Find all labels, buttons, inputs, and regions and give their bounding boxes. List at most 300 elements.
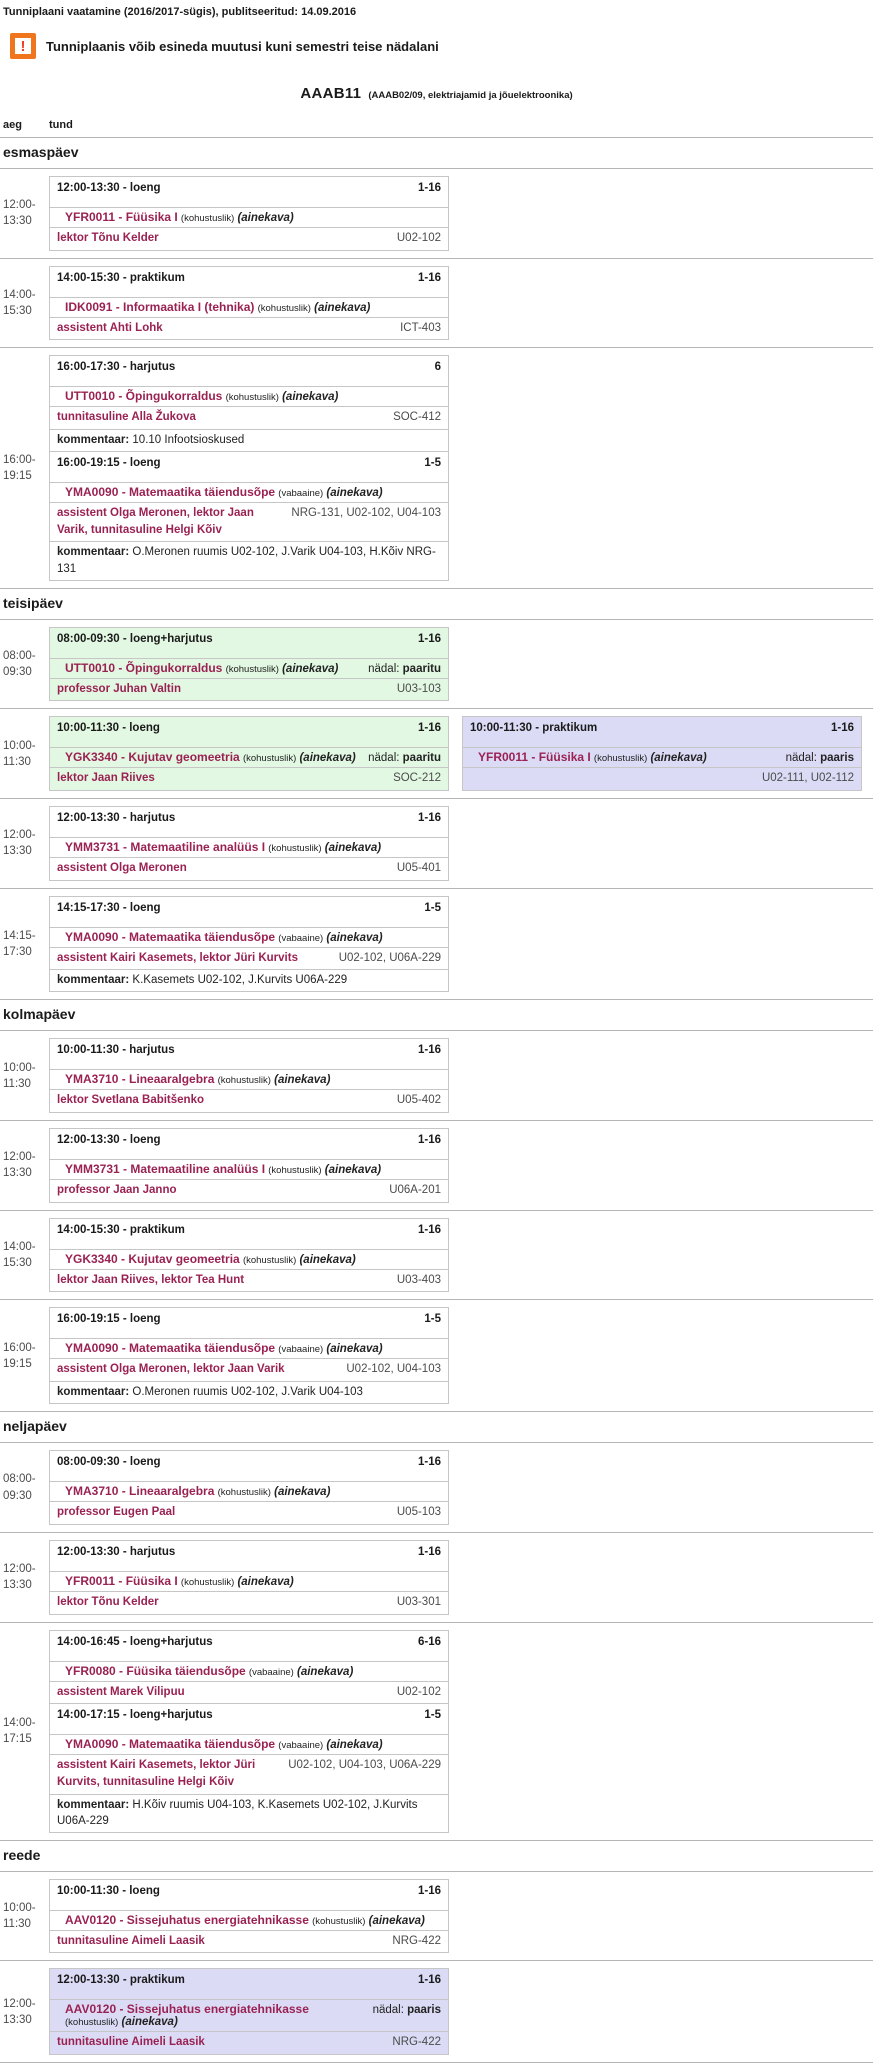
- lecturer-names: assistent Ahti Lohk: [57, 321, 163, 334]
- lecturer-names: lektor Tõnu Kelder: [57, 1595, 159, 1608]
- comment-row: kommentaar: 10.10 Infootsioskused: [50, 429, 448, 451]
- lesson-card: [49, 176, 449, 251]
- room-codes: U02-111, U02-112: [761, 772, 854, 785]
- course-row: [50, 207, 448, 227]
- course-link[interactable]: AAV0120 - Sissejuhatus energiatehnikasse: [65, 2002, 309, 2017]
- course-link[interactable]: YGK3340 - Kujutav geomeetria: [65, 750, 240, 765]
- lecturer-names: tunnitasuline Alla Žukova: [57, 411, 196, 424]
- lesson-header: [463, 717, 861, 747]
- ainekava-link[interactable]: (ainekava): [368, 1914, 425, 1927]
- lecturer-names: assistent Kairi Kasemets, lektor Jüri Kurvits, tunnitasuline Helgi Kõiv: [57, 1759, 256, 1788]
- lesson-column: [49, 176, 449, 251]
- time-start: 14:00-: [3, 288, 36, 301]
- timetable-row: [0, 799, 873, 889]
- page-title: Tunniplaani vaatamine (2016/2017-sügis), publitseeritud: 14.09.2016: [3, 6, 357, 18]
- weeks-label: 1-5: [424, 457, 441, 470]
- lecturer-names: lektor Tõnu Kelder: [57, 232, 159, 244]
- lesson-time-type: 12:00-13:30 - loeng: [57, 1134, 161, 1147]
- lecturer-row: [50, 857, 448, 880]
- ainekava-link[interactable]: (ainekava): [326, 1343, 383, 1356]
- lesson-card: [49, 355, 449, 452]
- room-codes: U03-301: [396, 1595, 441, 1608]
- room-codes: SOC-212: [393, 772, 441, 785]
- comment-label: kommentaar:: [57, 974, 130, 987]
- lecturer-row: [50, 317, 448, 340]
- course-info: [57, 661, 360, 675]
- day-header: teisipäev: [0, 589, 873, 620]
- lesson-time-type: 12:00-13:30 - praktikum: [57, 1974, 185, 1987]
- weeks-label: 6: [434, 361, 441, 374]
- time-start: 10:00-: [3, 1901, 36, 1914]
- time-end: 13:30: [3, 1579, 32, 1592]
- course-info: [57, 1162, 441, 1176]
- course-link[interactable]: YFR0011 - Füüsika I: [65, 1573, 178, 1588]
- time-start: 14:00-: [3, 1717, 36, 1730]
- course-info: [57, 840, 441, 854]
- lesson-header: [50, 1219, 448, 1249]
- course-link[interactable]: YMA0090 - Matemaatika täiendusõpe: [65, 1341, 276, 1356]
- lesson-time-type: 08:00-09:30 - loeng+harjutus: [57, 632, 213, 645]
- weeks-label: 6-16: [417, 1635, 441, 1648]
- time-start: 08:00-: [3, 649, 36, 662]
- course-link[interactable]: UTT0010 - Õpingukorraldus: [65, 660, 223, 675]
- lesson-time-type: 10:00-11:30 - loeng: [57, 1884, 160, 1897]
- lecturer-names: assistent Marek Vilipuu: [57, 1685, 185, 1698]
- course-row: [50, 1999, 448, 2031]
- lesson-header: [50, 1129, 448, 1159]
- course-info: [57, 1913, 441, 1927]
- lesson-column: [49, 1630, 449, 1833]
- week-parity-value: paaritu: [402, 752, 441, 765]
- lesson-columns: [49, 627, 449, 702]
- ainekava-link[interactable]: (ainekava): [326, 931, 383, 944]
- lesson-columns: [49, 1307, 449, 1404]
- course-kind-label: (vabaaine): [278, 932, 324, 944]
- lesson-header: [50, 1451, 448, 1481]
- course-kind-label: (vabaaine): [278, 1344, 324, 1356]
- course-kind-label: (kohustuslik): [225, 392, 279, 404]
- time-range-label: [0, 1239, 49, 1271]
- course-kind-label: (kohustuslik): [225, 663, 279, 675]
- course-row: [50, 1571, 448, 1591]
- column-header-tund: tund: [49, 119, 73, 131]
- lesson-time-type: 10:00-11:30 - harjutus: [57, 1044, 175, 1057]
- time-end: 13:30: [3, 2013, 32, 2026]
- lesson-columns: [49, 266, 449, 341]
- lesson-column: [49, 716, 449, 791]
- room-codes: ICT-403: [400, 321, 441, 334]
- ainekava-link[interactable]: (ainekava): [299, 1253, 356, 1266]
- weeks-label: 1-16: [417, 1884, 441, 1897]
- lesson-header: [50, 807, 448, 837]
- course-link[interactable]: YFR0080 - Füüsika täiendusõpe: [65, 1663, 246, 1678]
- weeks-label: 1-16: [417, 1974, 441, 1987]
- lesson-time-type: 08:00-09:30 - loeng: [57, 1456, 161, 1469]
- timetable-row: [0, 1872, 873, 1962]
- lesson-header: [50, 897, 448, 927]
- lecturer-row: [50, 1681, 448, 1704]
- lesson-card: [49, 1307, 449, 1404]
- course-row: [50, 386, 448, 406]
- lesson-card: [49, 806, 449, 881]
- time-start: 12:00-: [3, 829, 36, 842]
- lesson-time-type: 12:00-13:30 - loeng: [57, 182, 161, 194]
- time-range-label: [0, 1060, 49, 1092]
- course-info: [57, 1574, 441, 1588]
- lecturer-row: [50, 406, 448, 429]
- lesson-card: [49, 266, 449, 341]
- time-range-label: [0, 1900, 49, 1932]
- lecturer-names: lektor Jaan Riives, lektor Tea Hunt: [57, 1273, 245, 1286]
- course-row: [50, 297, 448, 317]
- time-end: 15:30: [3, 1257, 32, 1270]
- lesson-card: [49, 451, 449, 581]
- course-info: [57, 1737, 441, 1751]
- comment-row: kommentaar: O.Meronen ruumis U02-102, J.Varik U04-103: [50, 1381, 448, 1403]
- lecturer-row: [50, 678, 448, 701]
- time-end: 19:15: [3, 469, 32, 482]
- course-row: [50, 1734, 448, 1754]
- lesson-column: [462, 716, 862, 791]
- lesson-time-type: 16:00-19:15 - loeng: [57, 457, 161, 470]
- course-info: [470, 750, 778, 764]
- lesson-column: [49, 1218, 449, 1293]
- lesson-header: [50, 1541, 448, 1571]
- ainekava-link[interactable]: (ainekava): [282, 662, 339, 675]
- weeks-label: 1-16: [417, 811, 441, 824]
- course-row: [50, 1069, 448, 1089]
- course-kind-label: (kohustuslik): [180, 1576, 235, 1588]
- column-headers: [0, 119, 873, 138]
- lesson-header: [50, 717, 448, 747]
- ainekava-link[interactable]: (ainekava): [326, 1739, 383, 1752]
- week-parity: nädal: paaris: [372, 2004, 441, 2017]
- time-end: 19:15: [3, 1357, 32, 1370]
- lecturer-names: assistent Olga Meronen, lektor Jaan Varik: [57, 1363, 285, 1376]
- lesson-column: [49, 896, 449, 993]
- time-range-label: [0, 738, 49, 770]
- time-start: 12:00-: [3, 1997, 36, 2010]
- course-kind-label: (kohustuslik): [180, 213, 235, 224]
- day-header: kolmapäev: [0, 1000, 873, 1031]
- week-parity: nädal: paaritu: [368, 752, 441, 765]
- lecturer-row: [50, 502, 448, 541]
- course-info: [57, 750, 360, 764]
- lesson-columns: [49, 1630, 449, 1833]
- lesson-card: [49, 1540, 449, 1615]
- course-link[interactable]: YMA3710 - Lineaaralgebra: [65, 1072, 215, 1087]
- time-end: 17:15: [3, 1733, 32, 1746]
- lecturer-names: lektor Svetlana Babitšenko: [57, 1094, 204, 1107]
- lesson-time-type: 14:00-16:45 - loeng+harjutus: [57, 1635, 213, 1648]
- timetable-row: [0, 1443, 873, 1533]
- warning-text: Tunniplaanis võib esineda muutusi kuni semestri teise nädalani: [46, 38, 439, 54]
- course-link[interactable]: YMA3710 - Lineaaralgebra: [65, 1484, 215, 1499]
- course-info: [57, 210, 441, 224]
- lesson-time-type: 14:00-17:15 - loeng+harjutus: [57, 1709, 213, 1722]
- course-link[interactable]: YMM3731 - Matemaatiline analüüs I: [65, 839, 266, 854]
- weeks-label: 1-5: [424, 1709, 441, 1722]
- timetable-row: [0, 1300, 873, 1412]
- room-codes: U05-103: [396, 1506, 441, 1519]
- time-range-label: [0, 1340, 49, 1372]
- lecturer-names: professor Eugen Paal: [57, 1506, 176, 1519]
- lesson-columns: [49, 716, 862, 791]
- comment-label: kommentaar:: [57, 546, 130, 559]
- course-row: [50, 1249, 448, 1269]
- ainekava-link[interactable]: (ainekava): [237, 212, 294, 224]
- course-link[interactable]: YFR0011 - Füüsika I: [478, 750, 591, 765]
- course-link[interactable]: YGK3340 - Kujutav geomeetria: [65, 1251, 240, 1266]
- course-row: [50, 1159, 448, 1179]
- weeks-label: 1-16: [830, 722, 854, 735]
- time-start: 12:00-: [3, 199, 36, 212]
- time-end: 11:30: [3, 755, 31, 768]
- comment-row: kommentaar: H.Kõiv ruumis U04-103, K.Kasemets U02-102, J.Kurvits U06A-229: [50, 1794, 448, 1832]
- lesson-header: [50, 267, 448, 297]
- lecturer-names: assistent Olga Meronen: [57, 861, 187, 874]
- group-title: [0, 85, 873, 103]
- time-range-label: [0, 1561, 49, 1593]
- lesson-header: [50, 1969, 448, 1999]
- time-range-label: [0, 827, 49, 859]
- course-row: [50, 658, 448, 678]
- lesson-column: [49, 266, 449, 341]
- lecturer-names: professor Juhan Valtin: [57, 682, 181, 695]
- timetable-row: [0, 889, 873, 1001]
- lecturer-row: [50, 1930, 448, 1953]
- lesson-column: [49, 1307, 449, 1404]
- lesson-time-type: 12:00-13:30 - harjutus: [57, 1545, 176, 1558]
- lesson-column: [49, 1540, 449, 1615]
- ainekava-link[interactable]: (ainekava): [282, 391, 339, 404]
- lesson-column: [49, 806, 449, 881]
- weeks-label: 1-16: [417, 182, 441, 194]
- lesson-columns: [49, 1540, 449, 1615]
- ainekava-link[interactable]: (ainekava): [324, 1164, 382, 1177]
- comment-row: kommentaar: O.Meronen ruumis U02-102, J.Varik U04-103, H.Kõiv NRG-131: [50, 541, 448, 579]
- room-codes: U05-401: [396, 861, 441, 874]
- lesson-time-type: 16:00-17:30 - harjutus: [57, 361, 176, 374]
- lesson-column: [49, 1450, 449, 1525]
- course-link[interactable]: AAV0120 - Sissejuhatus energiatehnikasse: [65, 1912, 309, 1927]
- lesson-card: [49, 1630, 449, 1705]
- lesson-column: [49, 1879, 449, 1954]
- course-kind-label: (vabaaine): [278, 488, 324, 500]
- comment-label: kommentaar:: [57, 1798, 130, 1811]
- timetable-row: [0, 709, 873, 799]
- timetable-row: [0, 1533, 873, 1623]
- course-kind-label: (kohustuslik): [242, 1254, 297, 1266]
- course-link[interactable]: IDK0091 - Informaatika I (tehnika): [65, 299, 255, 314]
- time-start: 14:15-: [3, 929, 36, 942]
- weeks-label: 1-16: [417, 1134, 441, 1147]
- column-header-aeg: aeg: [3, 119, 22, 131]
- ainekava-link[interactable]: (ainekava): [274, 1486, 331, 1499]
- course-info: [57, 1484, 441, 1498]
- warning-exclamation-icon: [10, 33, 36, 59]
- room-codes: U03-103: [396, 682, 441, 695]
- lesson-card: [49, 627, 449, 702]
- time-start: 12:00-: [3, 1151, 36, 1164]
- timetable-row: [0, 259, 873, 349]
- course-kind-label: (vabaaine): [248, 1666, 294, 1678]
- group-code: AAAB11: [300, 85, 362, 102]
- course-link[interactable]: YMM3731 - Matemaatiline analüüs I: [65, 1162, 266, 1177]
- lesson-card: [49, 1703, 449, 1833]
- timetable-row: [0, 169, 873, 259]
- ainekava-link[interactable]: (ainekava): [297, 1665, 354, 1678]
- time-range-label: [0, 648, 49, 680]
- lesson-time-type: 12:00-13:30 - harjutus: [57, 811, 176, 824]
- ainekava-link[interactable]: (ainekava): [121, 2016, 178, 2029]
- ainekava-link[interactable]: (ainekava): [650, 752, 707, 765]
- course-link[interactable]: YMA0090 - Matemaatika täiendusõpe: [65, 1737, 276, 1752]
- ainekava-link[interactable]: (ainekava): [324, 841, 382, 854]
- lesson-card: [49, 1879, 449, 1954]
- room-codes: U02-102, U06A-229: [338, 951, 441, 964]
- course-link[interactable]: YMA0090 - Matemaatika täiendusõpe: [65, 929, 276, 944]
- time-start: 10:00-: [3, 1061, 36, 1074]
- room-codes: SOC-412: [393, 411, 441, 424]
- time-range-label: [0, 1471, 49, 1503]
- lesson-header: [50, 356, 448, 386]
- comment-label: kommentaar:: [57, 434, 130, 447]
- lesson-header: [50, 1880, 448, 1910]
- time-start: 12:00-: [3, 1563, 36, 1576]
- time-start: 16:00-: [3, 453, 36, 466]
- course-kind-label: (kohustuslik): [65, 2017, 119, 2029]
- ainekava-link[interactable]: (ainekava): [274, 1074, 331, 1087]
- weeks-label: 1-16: [417, 722, 441, 735]
- time-range-label: [0, 287, 49, 319]
- time-end: 13:30: [3, 215, 32, 228]
- time-end: 17:30: [3, 946, 32, 959]
- lesson-card: [49, 1218, 449, 1293]
- timetable-row: [0, 1121, 873, 1211]
- weeks-label: 1-16: [417, 1456, 441, 1469]
- room-codes: U05-402: [396, 1094, 441, 1107]
- lesson-time-type: 10:00-11:30 - loeng: [57, 722, 160, 735]
- lesson-card: [49, 716, 449, 791]
- course-info: [57, 2002, 365, 2028]
- time-end: 11:30: [3, 1077, 31, 1090]
- lesson-header: [50, 1704, 448, 1734]
- time-start: 08:00-: [3, 1473, 36, 1486]
- time-range-label: [0, 1715, 49, 1747]
- time-range-label: [0, 928, 49, 960]
- lesson-time-type: 14:00-15:30 - praktikum: [57, 1223, 185, 1236]
- course-row: [50, 927, 448, 947]
- time-range-label: [0, 452, 49, 484]
- timetable-row: [0, 1031, 873, 1121]
- course-link[interactable]: YFR0011 - Füüsika I: [65, 210, 178, 224]
- lesson-header: [50, 628, 448, 658]
- lecturer-row: [50, 227, 448, 250]
- course-kind-label: (kohustuslik): [257, 302, 311, 314]
- course-info: [57, 389, 441, 403]
- lesson-time-type: 10:00-11:30 - praktikum: [470, 722, 598, 735]
- course-kind-label: (kohustuslik): [242, 753, 297, 765]
- course-row: [50, 837, 448, 857]
- course-link[interactable]: YMA0090 - Matemaatika täiendusõpe: [65, 485, 276, 500]
- course-kind-label: (kohustuslik): [268, 842, 322, 854]
- time-end: 09:30: [3, 1489, 32, 1502]
- lecturer-names: assistent Olga Meronen, lektor Jaan Varik, tunnitasuline Helgi Kõiv: [57, 507, 254, 536]
- lesson-columns: [49, 176, 449, 251]
- course-kind-label: (kohustuslik): [217, 1075, 271, 1087]
- lecturer-names: tunnitasuline Aimeli Laasik: [57, 2036, 205, 2049]
- course-link[interactable]: UTT0010 - Õpingukorraldus: [65, 389, 223, 404]
- room-codes: U02-102, U04-103, U06A-229: [288, 1759, 441, 1772]
- lecturer-row: [50, 1179, 448, 1202]
- course-row: [50, 482, 448, 502]
- ainekava-link[interactable]: (ainekava): [299, 752, 356, 765]
- lesson-time-type: 14:00-15:30 - praktikum: [57, 271, 185, 284]
- weeks-label: 1-16: [417, 1223, 441, 1236]
- lesson-columns: [49, 806, 449, 881]
- lesson-time-type: 16:00-19:15 - loeng: [57, 1313, 161, 1326]
- week-parity-value: paaris: [820, 752, 854, 765]
- time-end: 11:30: [3, 1918, 31, 1931]
- room-codes: NRG-422: [392, 1934, 441, 1947]
- lesson-columns: [49, 1218, 449, 1293]
- lecturer-row: [463, 767, 861, 790]
- lesson-column: [49, 627, 449, 702]
- comment-label: kommentaar:: [57, 1386, 130, 1399]
- lecturer-row: [50, 947, 448, 970]
- lesson-card: [49, 896, 449, 993]
- weeks-label: 1-16: [417, 632, 441, 645]
- weeks-label: 1-16: [417, 1044, 441, 1057]
- course-info: [57, 485, 441, 499]
- course-row: [50, 1338, 448, 1358]
- time-range-label: [0, 1149, 49, 1181]
- lecturer-names: tunnitasuline Aimeli Laasik: [57, 1934, 205, 1947]
- day-header: reede: [0, 1841, 873, 1872]
- timetable: [0, 138, 873, 2063]
- warning-banner: [10, 33, 873, 59]
- room-codes: NRG-422: [392, 2036, 441, 2049]
- lecturer-row: [50, 1501, 448, 1524]
- lecturer-names: lektor Jaan Riives: [57, 772, 155, 785]
- course-info: [57, 1341, 441, 1355]
- lesson-header: [50, 177, 448, 207]
- room-codes: U06A-201: [389, 1184, 441, 1197]
- lesson-column: [49, 1038, 449, 1113]
- time-start: 10:00-: [3, 739, 36, 752]
- ainekava-link[interactable]: (ainekava): [326, 487, 383, 500]
- exclamation-glyph: !: [20, 37, 26, 55]
- course-row: [50, 1481, 448, 1501]
- lesson-card: [49, 1450, 449, 1525]
- course-row: [463, 747, 861, 767]
- lesson-card: [49, 1968, 449, 2055]
- lesson-columns: [49, 1879, 449, 1954]
- time-end: 15:30: [3, 305, 32, 317]
- room-codes: NRG-131, U02-102, U04-103: [291, 507, 441, 520]
- day-header: neljapäev: [0, 1412, 873, 1443]
- ainekava-link[interactable]: (ainekava): [237, 1575, 294, 1588]
- lesson-header: [50, 452, 448, 482]
- room-codes: U02-102, U04-103: [346, 1363, 441, 1376]
- ainekava-link[interactable]: (ainekava): [314, 301, 371, 314]
- day-header: esmaspäev: [0, 138, 873, 169]
- week-parity-value: paaritu: [402, 662, 441, 675]
- lecturer-row: [50, 767, 448, 790]
- lesson-columns: [49, 1128, 449, 1203]
- lesson-card: [462, 716, 862, 791]
